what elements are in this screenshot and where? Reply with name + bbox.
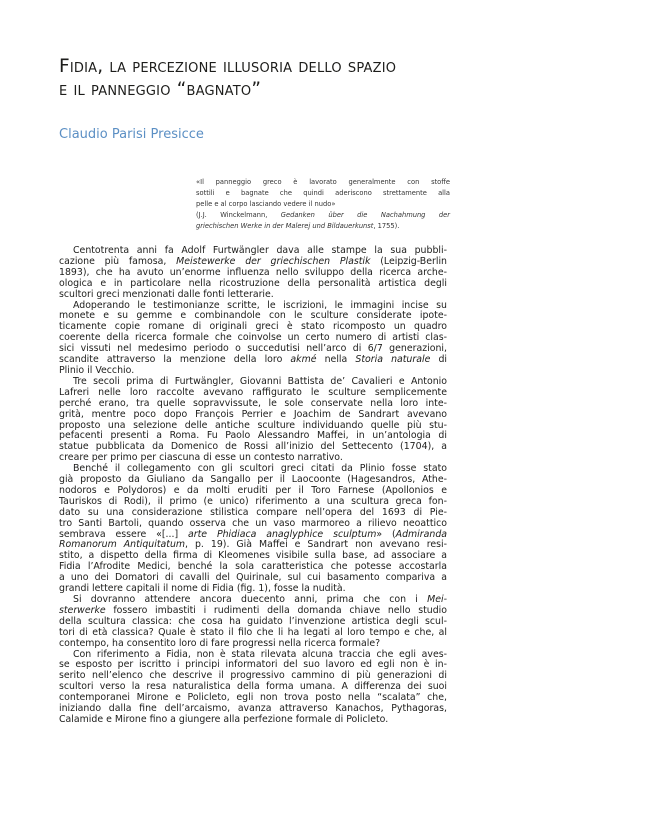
epigraph-quote-line: sottili e bagnate che quindi aderiscono strettamente alla (196, 189, 450, 197)
body-line: Benché il collegamento con gli scultori greci citati da Plinio fosse stato (73, 463, 447, 475)
body-line: della scultura classica: che cosa ha guidato l’invenzione artistica degli scul- (59, 615, 447, 627)
body-line: pefacenti presenti a Roma. Fu Paolo Alessandro Maffei, in un’antologia di (59, 430, 447, 442)
body-line: serito nell’elenco che descrive il progressivo cammino di più generazioni di (59, 670, 447, 682)
body-line: nodoros e Polydoros) e da molti eruditi per il Toro Farnese (Apollonios e (59, 484, 447, 496)
body-line: proposto una selezione delle antiche sculture individuando quelle più stu- (59, 419, 447, 431)
epigraph-citation-line: (J.J. Winckelmann, Gedanken über die Nachahmung der (196, 211, 450, 219)
article-title (59, 55, 579, 101)
body-line: Tre secoli prima di Furtwängler, Giovanni Battista de’ Cavalieri e Antonio (73, 375, 447, 387)
body-line: 1893), che ha avuto un’enorme influenza nello sviluppo della ricerca arche- (59, 266, 447, 278)
body-line: già proposto da Giuliano da Sangallo per il Laocoonte (Hagesandros, Athe- (59, 474, 447, 486)
article-body (59, 246, 447, 726)
epigraph-citation-line: griechischen Werke in der Malerej und Bildauerkunst, 1755). (196, 222, 400, 230)
body-line: statue pubblicata da Domenico de Rossi all’inizio del Settecento (1704), a (59, 441, 447, 453)
body-line: sembrava essere «[...] arte Phidiaca anaglyphice sculptum» (Admiranda (59, 528, 448, 540)
body-line: grandi lettere capitali il nome di Fidia (fig. 1), fosse la nudità. (59, 583, 346, 595)
body-line: Lafreri nelle loro raccolte avevano raffigurato le sculture semplicemente (59, 386, 447, 398)
title-line: Fidia, la percezione illusoria dello spazio (59, 56, 397, 77)
body-line: Tauriskos di Rodi), il primo (e unico) riferimento a una scultura greca fon- (59, 495, 447, 507)
body-line: ologica e in particolare nella ricostruzione della personalità artistica degli (59, 277, 447, 289)
body-line: stito, a dispetto della firma di Kleomenes visibile sulla base, ad associare a (59, 550, 447, 562)
body-line: scultori verso la resa naturalistica della forma umana. A differenza dei suoi (59, 681, 447, 693)
body-line: Con riferimento a Fidia, non è stata rilevata alcuna traccia che egli aves- (73, 648, 447, 660)
body-line: Fidia l’Afrodite Medici, benché la sola caratteristica che potesse accostarla (59, 561, 447, 573)
epigraph (196, 177, 450, 232)
epigraph-quote-line: «Il panneggio greco è lavorato generalmente con stoffe (196, 178, 450, 186)
title-line: e il panneggio “bagnato” (59, 79, 262, 100)
body-line: creare per primo per ciascuna di esse un contesto narrativo. (59, 452, 343, 464)
body-line: cazione più famosa, Meistewerke der griechischen Plastik (Leipzig-Berlin (59, 255, 447, 267)
body-line: sterwerke fossero imbastiti i rudimenti della domanda chiave nello studio (59, 604, 447, 616)
body-line: scultori greci menzionati dalle fonti letterarie. (59, 288, 274, 300)
body-line: Romanorum Antiquitatum, p. 19). Già Maffei e Sandrart non avevano resi- (59, 539, 447, 551)
body-line: Plinio il Vecchio. (59, 364, 135, 376)
body-line: scandite attraverso la menzione della loro akmé nella Storia naturale di (59, 354, 448, 366)
body-line: monete e su gemme e combinandole con le sculture considerate ipote- (59, 310, 447, 322)
body-line: Calamide e Mirone fino a giungere alla perfezione formale di Policleto. (59, 713, 389, 725)
body-line: se esposto per iscritto i principi informatori del suo lavoro ed egli non è in- (59, 659, 447, 671)
body-line: tori di età classica? Quale è stato il filo che li ha legati al loro tempo e che, al (59, 626, 447, 638)
body-line: contemporanei Mirone e Policleto, egli non trova posto nella “scalata” che, (59, 692, 447, 704)
epigraph-quote-line: pelle e al corpo lasciando vedere il nudo» (196, 200, 336, 208)
body-line: grità, mentre poco dopo François Perrier e Joachim de Sandrart avevano (59, 408, 447, 420)
body-line: ticamente copie romane di originali greci è stato ricomposto un quadro (59, 321, 447, 333)
body-line: contempo, ha consentito loro di fare progressi nella ricerca formale? (59, 637, 381, 649)
body-line: Si dovranno attendere ancora duecento anni, prima che con i Mei- (73, 594, 447, 605)
body-line: iniziando dalla fine dell’arcaismo, avanza attraverso Kanachos, Pythagoras, (59, 703, 447, 715)
body-line: Centotrenta anni fa Adolf Furtwängler dava alle stampe la sua pubbli- (73, 245, 447, 256)
body-line: tro Santi Bartoli, quando osserva che un vaso marmoreo a rilievo neoattico (59, 517, 447, 529)
body-line: Adoperando le testimonianze scritte, le iscrizioni, le immagini incise su (73, 299, 447, 311)
body-line: dato su una considerazione stilistica compare nell’opera del 1693 di Pie- (59, 506, 447, 518)
author-name: Claudio Parisi Presicce (59, 127, 204, 142)
body-line: coerente della ricerca formale che coinvolse un certo numero di artisti clas- (59, 332, 447, 344)
body-line: sici vissuti nel medesimo periodo o succedutisi nell’arco di 6/7 generazioni, (59, 343, 447, 355)
body-line: a uno dei Domatori di cavalli del Quirinale, sul cui basamento compariva a (59, 572, 447, 584)
body-line: perché erano, tra quelle sopravvissute, le sole conservate nella loro inte- (59, 397, 447, 409)
